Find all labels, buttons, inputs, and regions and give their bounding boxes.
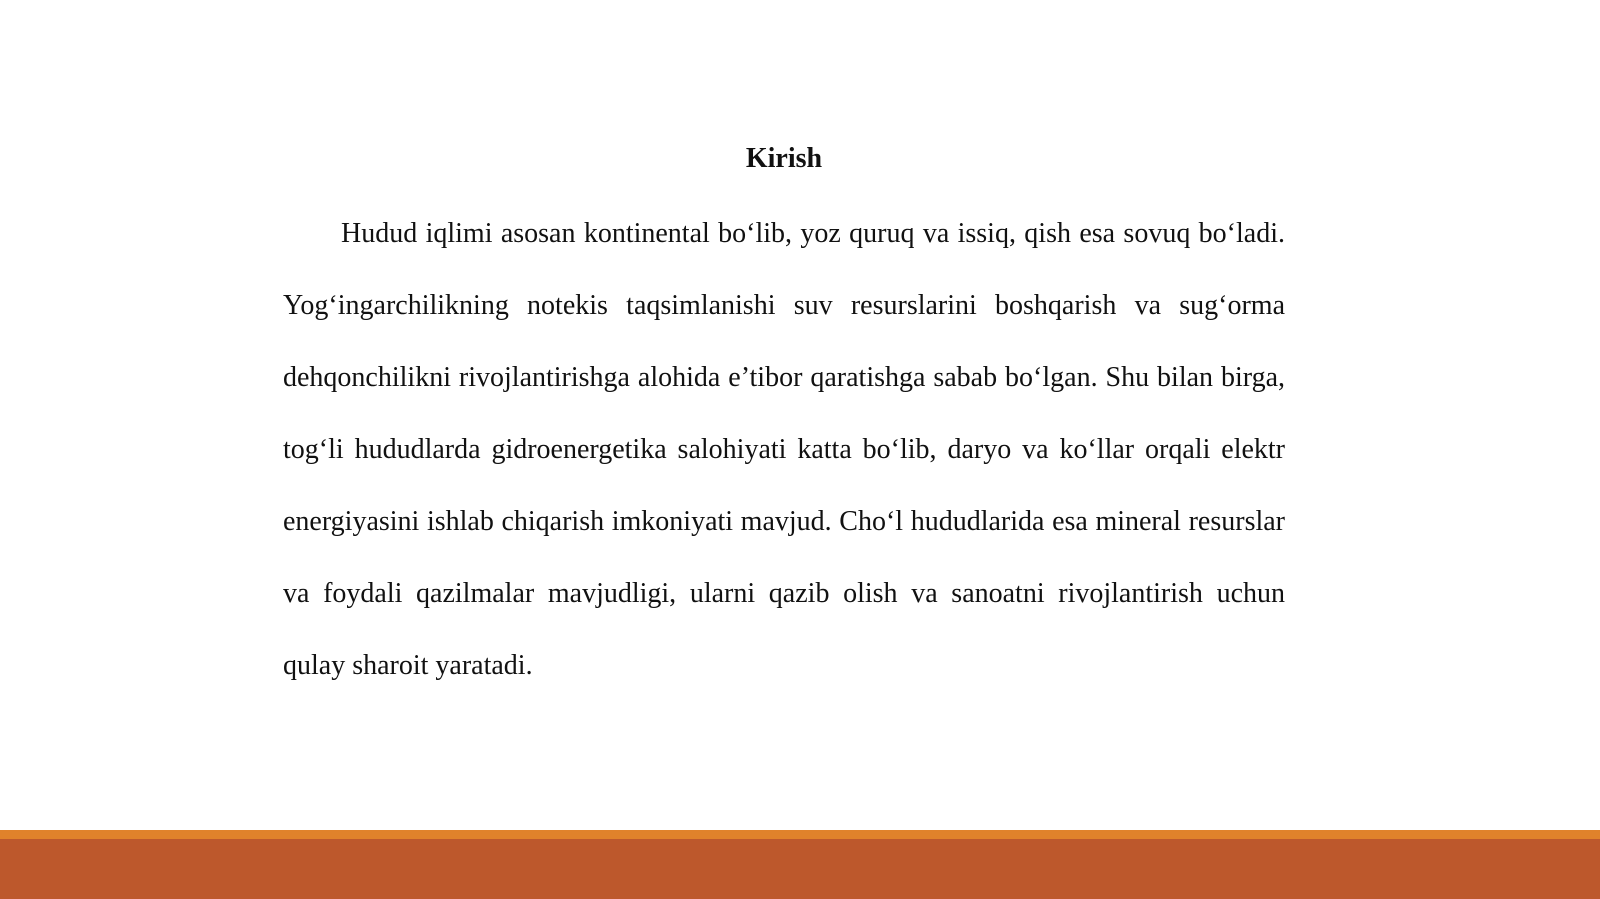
body-paragraph: Hudud iqlimi asosan kontinental bo‘lib, yoz quruq va issiq, qish esa sovuq bo‘ladi. Yog‘ingarchilikning notekis taqsimlanishi suv resurslarini boshqarish va sug‘orma dehqonchilikni rivojlantirishga alohida e’tibor qaratishga sabab bo‘lgan. Shu bilan birga, tog‘li hududlarda gidroenergetika salohiyati katta bo‘lib, daryo va ko‘llar orqali elektr energiyasini ishlab chiqarish imkoniyati mavjud. Cho‘l hududlarida esa mineral resurslar va foydali qazilmalar mavjudligi, ularni qazib olish va sanoatni rivojlantirish uchun qulay sharoit yaratadi. — [283, 218, 1285, 681]
slide-title: Kirish — [745, 143, 823, 174]
footer-accent-stripe — [0, 830, 1600, 839]
footer-band — [0, 839, 1600, 899]
slide-content — [283, 133, 1285, 702]
